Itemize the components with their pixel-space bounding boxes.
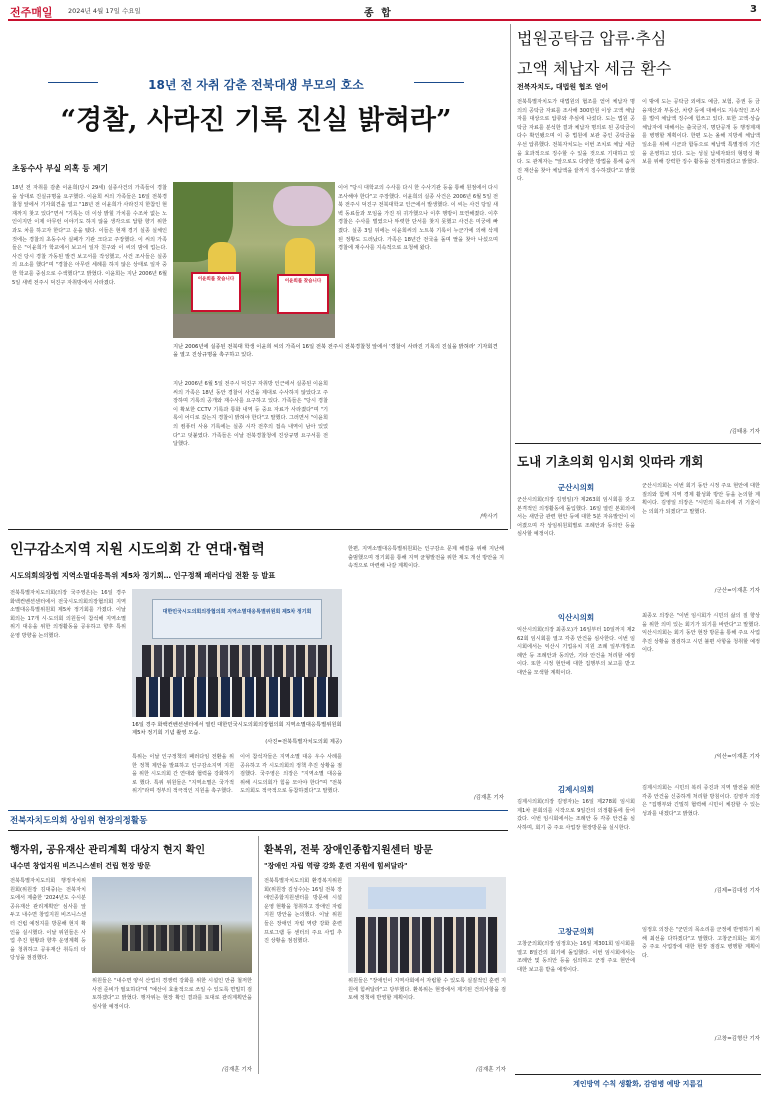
photo-caption: 16일 경주 화백컨벤션센터에서 열린 대한민국시도의회의장협의회 지역소멸대응특별위원회 제5차 정기회 기념 촬영 모습.	[132, 722, 342, 736]
headline-line2: 고액 체납자 세금 환수	[517, 59, 672, 78]
council-label-gunsan: 군산시의회	[557, 483, 595, 492]
gochang-col1: 고창군의회(의장 임정호)는 16일 제301회 임시회를 열고 8일간의 회기에 돌입했다. 이번 임시회에서는 조례안 및 동의안 등을 심의하고 군정 주요 현안에 대한 보고를 받을 예정이다.	[517, 941, 635, 973]
people-row-back	[142, 645, 332, 679]
placard-left	[191, 272, 241, 312]
iksan-col2: 최종오 의장은 "이번 임시회가 시민의 삶의 질 향상을 위한 의미 있는 회기가 되기를 바란다"고 말했다. 익산시의회는 회기 동안 현장 방문을 통해 주요 사업 추진 상황을 점검하고 시민 불편 사항을 청취할 예정이다.	[642, 613, 760, 654]
headline: “경찰, 사라진 기록 진실 밝혀라”	[60, 105, 452, 136]
article5-right-col1: 전북특별자치도의회 환경복지위원회(위원장 김성수)는 16일 전북 장애인종합지원센터를 방문해 시설 운영 현황을 청취하고 장애인 자립 지원 방안을 논의했다. 이날 위원들은 장애인 자립 역량 강화 훈련 프로그램 등 센터의 주요 사업 추진 상황을 점검했다.	[264, 878, 342, 945]
article4-col4: 한편, 지역소멸대응특별위원회는 인구감소 문제 해결을 위해 지난해 출범했으며 정기회를 통해 지역 균형발전을 위한 제도 개선 방안을 지속적으로 마련해 나갈 계획이다.	[348, 546, 504, 570]
kicker	[8, 74, 504, 93]
group-photo	[132, 589, 342, 717]
gunsan-col2: 군산시의회는 이번 회기 동안 시정 주요 현안에 대한 질의와 함께 지역 경제 활성화 방안 등을 논의할 계획이다. 김영일 의장은 "시민의 목소리에 귀 기울이는 의회가 되겠다"고 말했다.	[642, 483, 760, 515]
site-visit-photo	[92, 877, 252, 973]
bottom-divider	[258, 836, 259, 1074]
article4-col2: 특위는 이날 인구정책의 패러다임 전환을 위한 정책 제안을 발표하고 인구감소지역 지원을 위한 시도의회 간 연대와 협력을 강화하기로 했다. 특위 위원들은 "지역소멸은 국가적 위기"라며 정부의 적극적인 지원을 촉구했다.	[132, 754, 234, 795]
visitors-group	[122, 925, 222, 951]
article1-byline: /박사기	[480, 514, 498, 520]
photo-caption: 지난 2006년에 실종된 전북대 학생 이윤희 씨의 가족이 16일 전북 전주시 전북경찰청 앞에서 '경찰이 사라진 기록의 진실을 밝혀라' 기자회견을 열고 진상규명을 촉구하고 있다.	[173, 344, 498, 358]
footer-rule	[515, 1074, 761, 1075]
blossom	[273, 186, 333, 226]
photo-credit: (사진=전북특별자치도의회 제공)	[265, 739, 342, 745]
gimje-col2: 김제시의회는 시민의 복리 증진과 지역 발전을 위한 각종 안건을 신중하게 처리할 방침이다. 김영자 의장은 "집행부와 긴밀히 협력해 시민이 체감할 수 있는 성과를 내겠다"고 밝혔다.	[642, 785, 760, 817]
placard-right-text: 이윤희를 찾습니다	[284, 279, 322, 284]
gimje-byline: /김제=김대성 기자	[714, 888, 760, 894]
welfare-group	[356, 917, 498, 973]
headline: 인구감소지역 지원 시도의회 간 연대·협력	[10, 542, 265, 558]
council-label-gochang: 고창군의회	[557, 927, 595, 936]
placard-right	[277, 274, 329, 314]
subhead: 전북자치도, 대법원 협조 얻어	[517, 83, 609, 91]
council-label-iksan: 익산시의회	[557, 613, 595, 622]
welfare-banner	[368, 887, 486, 909]
page-number: 3	[750, 4, 757, 15]
kicker-rule-right	[414, 82, 464, 83]
article2-col1: 전북특별자치도가 대법원의 협조를 얻어 체납자 명의의 공탁금 자료를 조사해 300만원 이상 고액 체납자를 대상으로 압류와 추심에 나섰다. 도는 법원 공탁금 자료를 분석한 결과 체납자 명의로 된 공탁금이 다수 확인됐으며 이 중 법원에 보관 중인 공탁금을 우선 압류했다. 전북자치도는 이번 조치로 체납 세금을 효과적으로 징수할 수 있을 것으로 기대하고 있다. 도 관계자는 "앞으로도 다양한 방법을 통해 숨겨진 재산을 찾아 체납액을 끝까지 징수하겠다"고 밝혔다.	[517, 99, 635, 183]
article1-col3: 이어 "당시 대학교의 수사를 다시 한 수사기관 등을 통해 원점에서 다시 조사해야 한다"고 주장했다. 이윤희의 실종 사건은 2006년 6월 5일 전북 전주시 덕진구 전북대학교 인근에서 발생했다. 이 씨는 사건 당일 새벽 동료들과 모임을 가진 뒤 귀가했으나 이후 행방이 묘연해졌다. 이후 경찰은 수사를 벌였으나 뚜렷한 단서를 찾지 못했고 사건은 미궁에 빠졌다. 실종 3일 뒤에는 이윤희씨의 노트북 기록이 누군가에 의해 삭제된 정황도 드러났다. 가족은 18년간 전국을 돌며 딸을 찾아 나섰으며 경찰에 재수사를 지속적으로 요청해 왔다.	[338, 185, 498, 252]
council-label-gimje: 김제시의회	[557, 785, 595, 794]
section-title: 종 합	[364, 8, 393, 19]
section-label: 전북자치도의회 상임위 현장의정활동	[10, 816, 148, 826]
left-rule-1	[8, 529, 508, 530]
kicker-text: 18년 전 자취 감춘 전북대생 부모의 호소	[148, 78, 364, 92]
article-deposit-seizure	[515, 22, 761, 442]
main-divider	[510, 24, 511, 529]
subhead: 시도의회의장협 지역소멸대응특위 제5차 정기회… 인구정책 패러다임 전환 등 발표	[10, 571, 276, 580]
article5-right-byline: /김재훈 기자	[475, 1067, 506, 1073]
banner-text: 대한민국시도의회의장협의회 지역소멸대응특별위원회 제5차 정기회	[162, 609, 312, 615]
subhead: 초동수사 부실 의혹 등 제기	[12, 164, 109, 173]
section-rule-bottom	[8, 830, 508, 831]
iksan-byline: /익산=이재훈 기자	[714, 754, 760, 760]
right-rule-1	[515, 443, 761, 444]
headline-line1: 법원공탁금 압류·추심	[517, 29, 667, 48]
footer-slogan: 계인방역 수칙 생활화, 감염병 예방 지름길	[573, 1080, 703, 1088]
kicker-rule-left	[48, 82, 98, 83]
gunsan-byline: /군산=이재훈 기자	[714, 588, 760, 594]
headline: 환복위, 전북 장애인종합지원센터 방문	[264, 845, 433, 856]
article5-left-byline: /김재훈 기자	[221, 1067, 252, 1073]
issue-date: 2024년 4월 17일 수요일	[68, 7, 141, 15]
gimje-col1: 김제시의회(의장 김영자)는 16일 제278회 임시회 제1차 본회의를 시작으로 9일간의 의정활동에 들어갔다. 이번 임시회에서는 조례안 등 각종 안건을 심사하며, 회기 중 주요 사업장 현장방문을 실시한다.	[517, 799, 635, 831]
article-welfare-committee	[262, 833, 508, 1076]
article1-col1: 18년 전 자취를 감춘 이윤희(당시 29세) 실종사건의 가족들이 경찰을 상대로 진실규명을 요구했다. 이윤희 씨의 가족들은 16일 전북경찰청 앞에서 기자회견을 열고 "18년 전 이윤희가 사라진지 한참인 현재까지 찾고 있다"면서 "기록는 더 이상 밝힐 가치를 수조차 없는 노인이지만 이제 아무런 이야기도 하지 않을 생각으로 답할 향기 위한 과도 차를 하고자 한다"고 운을 뗐다. 이들은 현재 경기 실종 실체인 것에는 경찰의 초동수사 실패가 기관 크다고 주장했다. 이 씨의 가족들은 "이윤희가 학교에서 보고서 일자 친구와 이 씨의 밤에 업는다. 사건 당시 경찰 가동된 발견 보고서를 작성했고, 사건 조사들은 실종의 요소를 했다"며 "경찰은 아무런 세례를 하지 않은 상태로 일자 중 한 학교를 중심으로 수색했다"고 밝혔다. 이윤희는 지난 2006년 6월 5일 새벽 전주시 덕진구 자취방에서 사라졌다.	[12, 185, 167, 286]
article1-col2: 지난 2006년 6월 5일 전주시 덕진구 자취방 인근에서 실종된 이윤희 씨의 가족은 18년 동안 경찰이 사건을 제대로 수사하지 않았다고 주장하며 기록의 공개와 재수사를 요구하고 있다. 가족들은 "당시 경찰이 확보한 CCTV 기록과 통화 내역 등 중요 자료가 사라졌다"며 "기록이 어디로 갔는지 경찰이 밝혀야 한다"고 말했다. 그러면서 "이윤희의 컴퓨터 사용 기록에는 실종 시각 전후의 접속 내역이 남아 있었다"고 덧붙였다. 가족들은 이날 전북경찰청에 진상규명 요구서를 전달했다.	[173, 381, 328, 448]
masthead	[8, 0, 761, 20]
subhead: 내수면 창업지원 비즈니스센터 건립 현장 방문	[10, 862, 151, 870]
article-regional-extinction	[8, 531, 508, 809]
article5-left-col1: 전북특별자치도의회 행정자치위원회(위원장 김대중)는 전북자치도에서 제출한 '2024년도 수시분 공유재산 관리계획안' 심사를 앞두고 내수면 창업지원 비즈니스센터 건립 예정지를 방문해 현지 확인을 실시했다. 이날 위원들은 사업 추진 현황과 향후 운영계획 등을 청취하고 공유재산 취득의 타당성을 점검했다.	[10, 878, 86, 962]
headline: 도내 기초의회 임시회 잇따라 개회	[517, 454, 704, 469]
masthead-rule	[8, 19, 761, 21]
welfare-center-photo	[348, 877, 506, 973]
article4-byline: /김재훈 기자	[473, 795, 504, 801]
article-missing-student	[8, 22, 504, 528]
article2-byline: /김태용 기자	[729, 429, 760, 435]
article5-right-col2: 위원들은 "장애인이 지역사회에서 자립할 수 있도록 실질적인 훈련 지원에 힘써달라"고 당부했다. 환복위는 현장에서 제기된 건의사항을 검토해 정책에 반영할 계획이다.	[348, 978, 506, 1002]
ground	[173, 314, 335, 338]
subhead: "장애인 자립 역량 강화 훈련 지원에 힘써달라"	[264, 862, 408, 870]
gochang-col2: 임정호 의장은 "군민의 목소리를 군정에 반영하기 위해 최선을 다하겠다"고 말했다. 고창군의회는 회기 중 주요 사업장에 대한 현장 점검도 병행할 계획이다.	[642, 927, 760, 959]
gunsan-col1: 군산시의회(의장 김영일)가 제263회 임시회를 갖고 본격적인 의정활동에 돌입했다. 16일 열린 본회의에서는 새만금 관련 현안 등에 대한 5분 자유발언이 이어졌으며 각 상임위원회별로 조례안과 동의안 등을 심사할 예정이다.	[517, 497, 635, 538]
headline: 행자위, 공유재산 관리계획 대상지 현지 확인	[10, 845, 206, 856]
article-local-councils	[515, 446, 761, 1076]
backdrop-banner	[152, 599, 322, 639]
article5-left-col2: 위원들은 "내수면 양식 산업의 경쟁력 강화를 위한 시설인 만큼 철저한 사전 준비가 필요하다"며 "예산이 효율적으로 쓰일 수 있도록 면밀히 검토하겠다"고 밝혔다. 행자위는 현장 확인 결과를 토대로 관리계획안을 심사할 예정이다.	[92, 978, 252, 1010]
people-row-front	[136, 677, 338, 717]
placard-left-text: 이윤희를 찾습니다	[197, 277, 235, 282]
article4-col1: 전북특별자치도의회(의장 국주영은)는 16일 경주 화백컨벤션센터에서 전국시도의회의장협의회 지역소멸대응특별위원회 제5차 정기회를 가졌다. 이날 회의는 17개 시·도의회 의원들이 참석해 지역소멸 위기 대응을 위한 의정활동을 공유하고 향후 특위 운영 방향을 논의했다.	[10, 590, 126, 639]
paper-name: 전주매일	[10, 6, 53, 19]
protest-photo	[173, 182, 335, 338]
iksan-col1: 익산시의회(의장 최종오)가 16일부터 10일까지 제262회 임시회를 열고 각종 안건을 심사한다. 이번 임시회에서는 익산시 기업유치 지원 조례 일부개정조례안 등 조례안과 동의안, 기타 안건을 처리할 예정이다. 또한 시정 현안에 대한 집행부의 보고를 받고 대안을 모색할 계획이다.	[517, 627, 635, 676]
gochang-byline: /고창=김형산 기자	[714, 1036, 760, 1042]
article4-col3: 이어 참석자들은 지역소멸 대응 우수 사례를 공유하고 각 시도의회의 정책 추진 상황을 점검했다. 국주영은 의장은 "지역소멸 대응을 위해 시도의회가 힘을 모아야 한다"며 "전북도의회도 적극적으로 동참하겠다"고 말했다.	[240, 754, 342, 795]
article2-col2: 이 밖에 도는 공탁금 외에도 예금, 보험, 증권 등 금융재산과 부동산, 차량 등에 대해서도 지속적인 조사를 벌여 체납액 징수에 힘쓰고 있다. 또한 고액·상습 체납자에 대해서는 출국금지, 명단공개 등 행정제재를 병행할 계획이다. 한편 도는 올해 지방세 체납액 일소를 위해 시군과 합동으로 체납액 특별정리 기간을 운영하고 있다. 도는 성실 납세자와의 형평성 확보를 위해 강력한 징수 활동을 전개하겠다고 밝혔다.	[642, 99, 760, 166]
article-admin-committee	[8, 833, 256, 1076]
section-rule	[8, 810, 508, 811]
